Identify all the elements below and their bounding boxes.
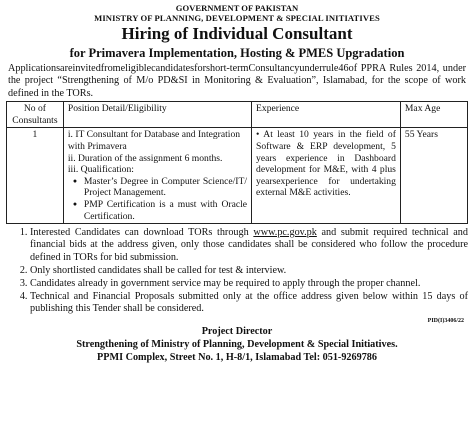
position-line-1: i. IT Consultant for Database and Integration with Primavera: [67, 129, 241, 152]
qualification-item: ● PMP Certification is a must with Oracle Certification.: [68, 199, 247, 222]
note-1-text-b: and submit required technical and financial bids at the address given, only those candidates shall be considered who follow the procedure defined in TORs for bid submission.: [30, 227, 468, 263]
consultant-table: [6, 101, 468, 224]
note-1-text-a: Interested Candidates can download TORs through: [30, 227, 254, 239]
header-no-consultants: No of Consultants: [7, 102, 64, 128]
note-item: 4. Technical and Financial Proposals submitted only at the office address given below within 15 days of publishing this Tender shall be considered.: [30, 291, 468, 315]
position-line-3: iii. Qualification:: [67, 164, 134, 176]
cell-experience: [252, 128, 401, 224]
note-item: 2. Only shortlisted candidates shall be called for test & interview.: [30, 265, 468, 277]
position-line-2: ii. Duration of the assignment 6 months.: [67, 152, 223, 164]
website-link[interactable]: www.pc.gov.pk: [253, 227, 317, 239]
experience-text: • At least 10 years in the field of Software & ERP development, 5 years experience in Dashboard development for M&E, with 4 plus yearsexperience for undertaking external M&E activities.: [256, 129, 396, 199]
header-experience: Experience: [252, 102, 401, 128]
footer-address: PPMI Complex, Street No. 1, H-8/1, Islamabad Tel: 051-9269786: [97, 351, 377, 363]
header-position: Position Detail/Eligibility: [63, 102, 251, 128]
cell-no: 1: [7, 128, 64, 224]
page-subtitle: for Primavera Implementation, Hosting & PMES Upgradation: [69, 46, 405, 60]
page-title: Hiring of Individual Consultant: [121, 24, 353, 43]
cell-max-age: 55 Years: [400, 128, 467, 224]
table-header-row: [7, 102, 468, 128]
footer-organization: Strengthening of Ministry of Planning, Development & Special Initiatives.: [76, 338, 398, 350]
note-item: [30, 227, 468, 264]
footer-designation: Project Director: [201, 325, 273, 337]
intro-paragraph: Applicationsareinvitedfromeligiblecandidatesforshort-termConsultancyunderrule46of PPRA Rules 2014, under the project “Strengthening of M/o PD&SI in Monitoring & Evaluation”, Islamabad, for the scope of work defined in the TORs.: [8, 63, 466, 99]
notes-list: [6, 227, 468, 315]
government-heading: GOVERNMENT OF PAKISTAN: [175, 3, 299, 13]
pid-code: PID(I)3406/22: [427, 317, 464, 324]
table-row: [7, 128, 468, 224]
qualification-item: ● Master’s Degree in Computer Science/IT/ Project Management.: [68, 176, 247, 199]
note-item: 3. Candidates already in government service may be required to apply through the proper channel.: [30, 278, 468, 290]
ministry-heading: MINISTRY OF PLANNING, DEVELOPMENT & SPECIAL INITIATIVES: [94, 13, 380, 23]
cell-position: [63, 128, 251, 224]
header-max-age: Max Age: [400, 102, 467, 128]
